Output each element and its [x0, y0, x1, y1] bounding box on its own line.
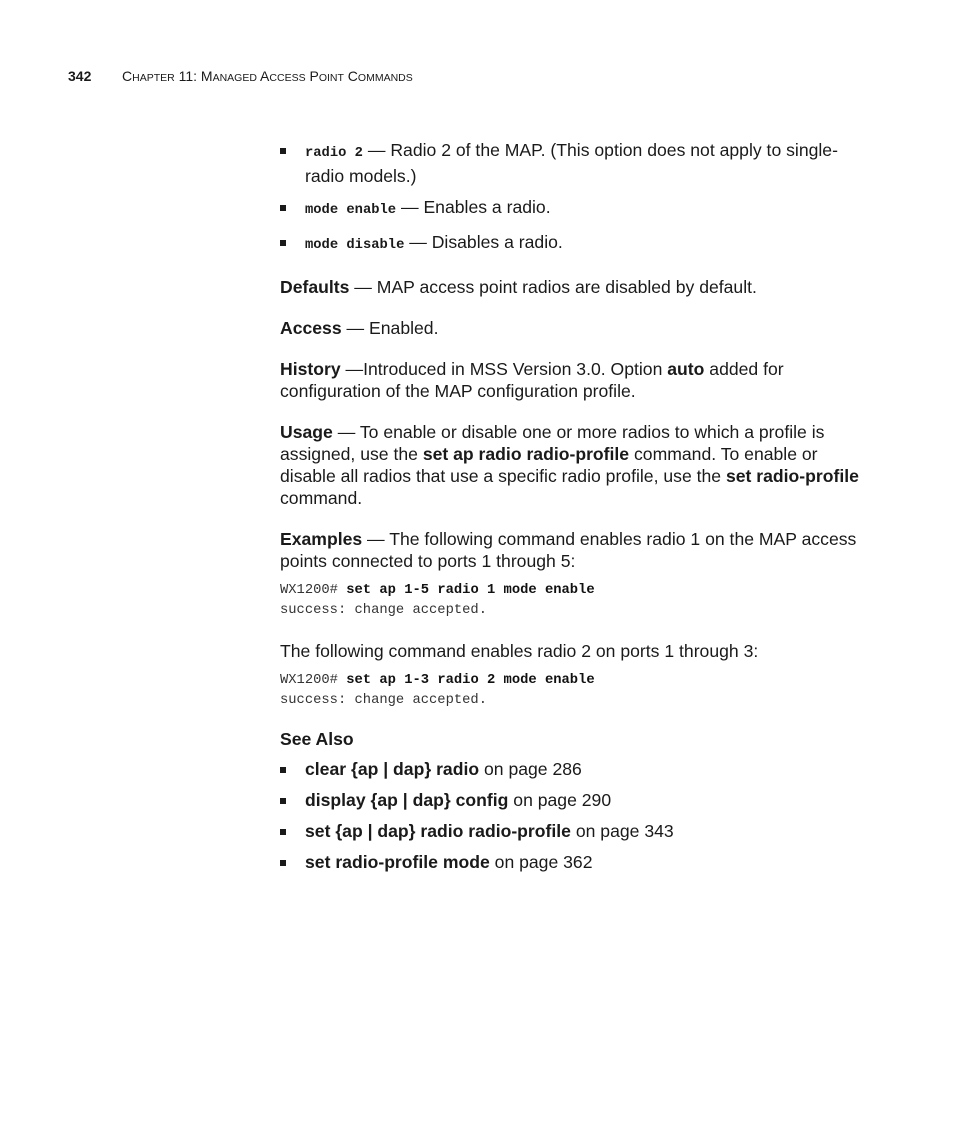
- bullet-icon: [280, 767, 286, 773]
- history-paragraph: History —Introduced in MSS Version 3.0. Option auto added for configuration of the MAP configuration profile.: [280, 359, 784, 401]
- option-list: [280, 139, 860, 257]
- defaults-label: Defaults: [280, 277, 350, 297]
- list-item: [280, 139, 860, 187]
- option-code: mode enable: [305, 203, 397, 218]
- option-text: — Disables a radio.: [404, 232, 563, 252]
- code-line: WX1200# set ap 1-5 radio 1 mode enable: [280, 583, 595, 598]
- page-number: 342: [68, 68, 92, 84]
- see-also-item: clear {ap | dap} radio on page 286: [280, 758, 860, 780]
- running-header: [68, 66, 413, 88]
- code-output: success: change accepted.: [280, 693, 487, 708]
- history-label: History: [280, 359, 341, 379]
- bullet-icon: [280, 205, 286, 211]
- see-also-item: set {ap | dap} radio radio-profile on page 343: [280, 820, 860, 842]
- examples-label: Examples: [280, 529, 363, 549]
- bullet-icon: [280, 829, 286, 835]
- code-output: success: change accepted.: [280, 603, 487, 618]
- option-text: — Radio 2 of the MAP. (This option does not apply to single-radio models.): [305, 140, 838, 186]
- bullet-icon: [280, 240, 286, 246]
- code-line: WX1200# set ap 1-3 radio 2 mode enable: [280, 673, 595, 688]
- command-reference: set radio-profile: [725, 466, 859, 486]
- usage-paragraph: Usage — To enable or disable one or more radios to which a profile is assigned, use the set ap radio radio-profile command. To enable or disable all radios that use a specific radio profile, use the set radio-profile command.: [280, 422, 859, 508]
- see-also-item: set radio-profile mode on page 362: [280, 851, 860, 873]
- see-also-list: [280, 758, 860, 873]
- code-example-1: [280, 581, 860, 621]
- list-item: [280, 231, 860, 257]
- list-item: [280, 196, 860, 222]
- command-reference: set ap radio radio-profile: [422, 444, 630, 464]
- example-2-text: The following command enables radio 2 on ports 1 through 3:: [280, 641, 759, 661]
- see-also-heading: See Also: [280, 729, 354, 749]
- bullet-icon: [280, 148, 286, 154]
- option-code: mode disable: [305, 238, 405, 253]
- bullet-icon: [280, 860, 286, 866]
- examples-paragraph: Examples — The following command enables radio 1 on the MAP access points connected to ports 1 through 5:: [280, 529, 857, 571]
- defaults-paragraph: Defaults — MAP access point radios are disabled by default.: [280, 277, 757, 297]
- main-content: [280, 139, 860, 882]
- chapter-title: CHAPTER 11: MANAGED ACCESS POINT COMMANDS: [122, 68, 413, 84]
- access-label: Access: [280, 318, 342, 338]
- code-example-2: [280, 671, 860, 711]
- option-text: — Enables a radio.: [396, 197, 551, 217]
- bullet-icon: [280, 798, 286, 804]
- access-paragraph: Access — Enabled.: [280, 318, 439, 338]
- usage-label: Usage: [280, 422, 333, 442]
- option-code: radio 2: [305, 146, 363, 161]
- see-also-item: display {ap | dap} config on page 290: [280, 789, 860, 811]
